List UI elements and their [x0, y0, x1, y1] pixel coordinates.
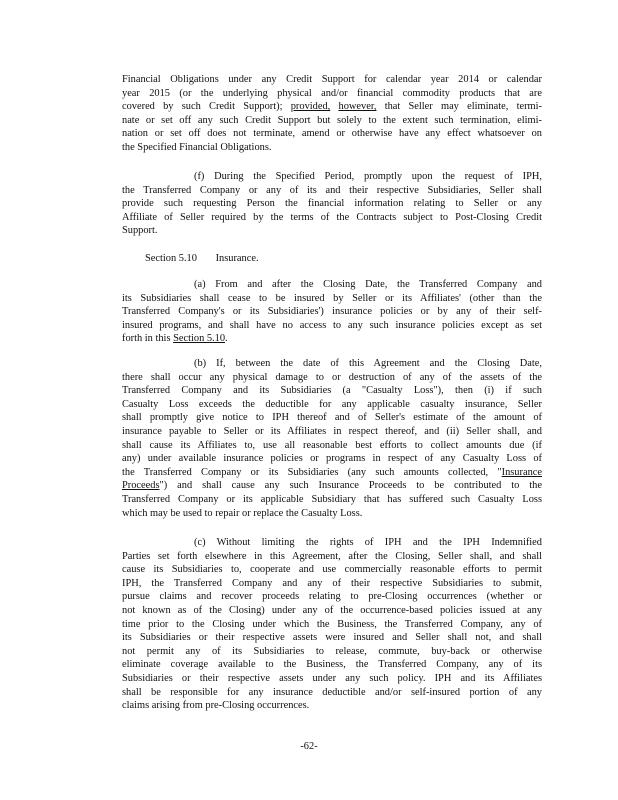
- text-line: there shall occur any physical damage to or destruction of any of the assets of the: [122, 371, 542, 383]
- underlined-term: Insurance: [501, 466, 542, 478]
- text-line: the Transferred Company or any of its and their respective Subsidiaries, Seller shall: [122, 184, 542, 196]
- text-line: Financial Obligations under any Credit Support for calendar year 2014 or calendar: [122, 74, 542, 85]
- paragraph-credit-support: [122, 73, 542, 155]
- text-line: nation or set off does not terminate, amend or otherwise have any effect whatsoever on: [122, 128, 542, 140]
- text-line: not permit any of its Subsidiaries to release, commute, buy-back or otherwise: [122, 645, 542, 657]
- text-line: shall be responsible for any insurance deductible and/or self-insured portion of any: [122, 686, 542, 698]
- text-line: shall promptly give notice to IPH thereof and of Seller's estimate of the amount of: [122, 412, 542, 424]
- text-line: the Transferred Company or its Subsidiaries (any such amounts collected, "Insurance: [122, 466, 542, 478]
- text-line: (a) From and after the Closing Date, the Transferred Company and: [194, 279, 542, 290]
- text-line: Transferred Company's or its Subsidiaries') insurance policies or by any of their self-: [122, 306, 542, 318]
- text-line: Proceeds") and shall cause any such Insurance Proceeds to be contributed to the: [122, 480, 542, 492]
- text-line: Transferred Company or its applicable Subsidiary that has suffered such Casualty Loss: [122, 493, 542, 505]
- section-number: Section 5.10: [145, 253, 197, 264]
- section-heading: [145, 252, 259, 266]
- text-line: forth in this Section 5.10.: [122, 333, 228, 345]
- text-line: insurance payable to Seller or its Affiliates in respect thereof, and (ii) Seller shall, and: [122, 425, 542, 437]
- text-line: eliminate coverage available to the Business, the Transferred Company, any of its: [122, 659, 542, 671]
- text-line: Affiliate of Seller required by the terms of the Contracts subject to Post-Closing Credit: [122, 211, 542, 223]
- underlined-term: however,: [338, 101, 377, 113]
- text-line: (f) During the Specified Period, promptly upon the request of IPH,: [194, 171, 542, 182]
- text-line: Support.: [122, 225, 158, 237]
- text-line: (b) If, between the date of this Agreement and the Closing Date,: [194, 358, 542, 369]
- text-line: provide such requesting Person the financial information relating to Seller or any: [122, 198, 542, 210]
- text-line: cause its Subsidiaries to, cooperate and use commercially reasonable efforts to permit: [122, 564, 542, 576]
- page-number: -62-: [300, 741, 318, 752]
- paragraph-b: [122, 357, 542, 520]
- text-line: its Subsidiaries shall cease to be insured by Seller or its Affiliates' (other than the: [122, 292, 542, 304]
- text-line: IPH, the Transferred Company and any of their respective Subsidiaries to submit,: [122, 577, 542, 589]
- underlined-term: Proceeds: [122, 480, 160, 492]
- text-line: the Specified Financial Obligations.: [122, 141, 272, 153]
- text-line: (c) Without limiting the rights of IPH and the IPH Indemnified: [194, 537, 542, 548]
- text-line: nate or set off any such Credit Support but solely to the extent such termination, elimi-: [122, 114, 542, 126]
- text-line: time prior to the Closing under which the Business, the Transferred Company, any of: [122, 618, 542, 630]
- text-line: year 2015 (or the underlying physical and/or financial commodity products that are: [122, 87, 542, 99]
- text-line: not known as of the Closing) under any of the occurrence-based policies issued at any: [122, 604, 542, 616]
- text-line: Subsidiaries or their respective assets under any such policy. IPH and its Affiliates: [122, 672, 542, 684]
- section-title: Insurance.: [215, 253, 259, 264]
- text-line: covered by such Credit Support); provided, however, that Seller may eliminate, termi-: [122, 101, 542, 113]
- text-line: its Subsidiaries or their respective assets were insured and Seller shall not, and shall: [122, 632, 542, 644]
- paragraph-f: [122, 170, 542, 238]
- text-line: Parties set forth elsewhere in this Agreement, after the Closing, Seller shall, and shall: [122, 550, 542, 562]
- text-line: Casualty Loss exceeds the deductible for any applicable casualty insurance, Seller: [122, 398, 542, 410]
- text-line: shall cause its Affiliates to, use all reasonable best efforts to collect amounts due (if: [122, 439, 542, 451]
- section-reference-link: Section 5.10: [173, 333, 226, 345]
- text-line: any) under available insurance policies or programs in respect of any Casualty Loss of: [122, 453, 542, 465]
- text-line: claims arising from pre-Closing occurrences.: [122, 700, 310, 712]
- text-line: which may be used to repair or replace the Casualty Loss.: [122, 507, 363, 519]
- text-line: pursue claims and recover proceeds relating to pre-Closing occurrences (whether or: [122, 591, 542, 603]
- paragraph-c: [122, 536, 542, 713]
- underlined-term: provided,: [290, 101, 331, 113]
- text-line: insured programs, and shall have no access to any such insurance policies except as set: [122, 319, 542, 331]
- paragraph-a: [122, 278, 542, 346]
- text-line: Transferred Company and its Subsidiaries (a "Casualty Loss"), then (i) if such: [122, 385, 542, 397]
